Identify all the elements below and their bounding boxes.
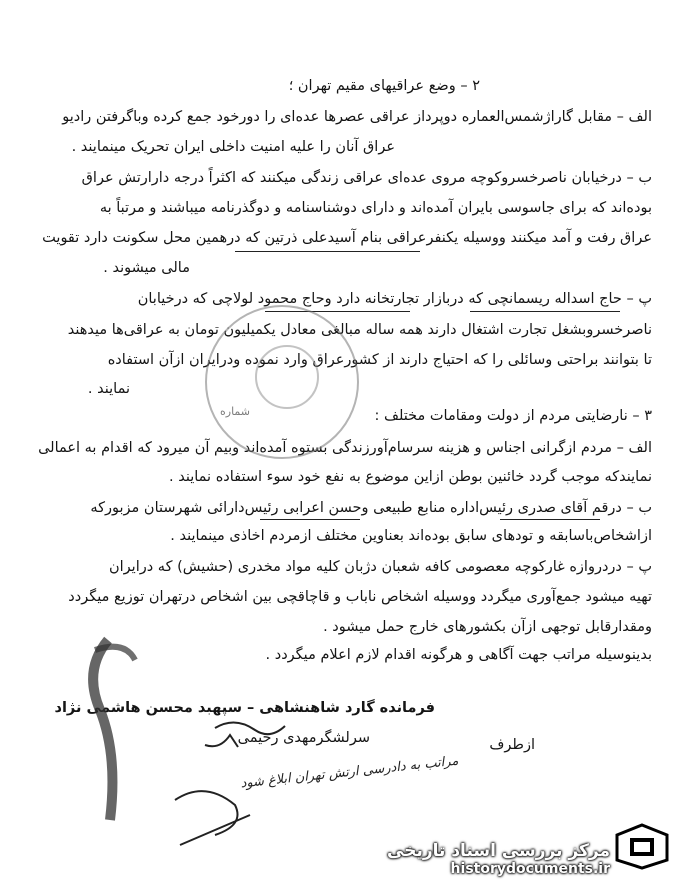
section3-item-b-line2: ازاشخاص‌باسابقه و تودهای سابق بوده‌اند بعناوین مختلف ازمردم اخاذی مینمایند . — [170, 528, 652, 544]
section2-item-a-line1: الف – مقابل گاراژشمس‌العماره دوپرداز عراقی عصرها عده‌ای را دورخود جمع کرده وباگرفتن رادیو — [62, 109, 652, 125]
watermark — [387, 841, 610, 877]
section3-item-p-line3: ومقدارقابل توجهی ازآن بکشورهای خارج حمل میشود . — [323, 619, 652, 635]
section3-item-a-line2: نمایندکه موجب گردد خائنین بوطن ازاین موضوع به نفع خود سوء استفاده نمایند . — [169, 469, 652, 485]
official-seal-center — [255, 345, 319, 409]
underline-sadri — [500, 519, 600, 520]
section3-item-p-line1: پ – دردروازه غارکوچه معصومی کافه شعبان دژبان کلیه مواد مخدری (حشیش) که درایران — [109, 559, 652, 575]
section2-item-b-line2: بوده‌اند که برای جاسوسی بایران آمده‌اند و دارای دوشناسنامه و دوگذرنامه میباشند و مرتباً به — [99, 200, 652, 216]
section3-item-p-line2: تهیه میشود جمع‌آوری میگردد ووسیله اشخاص ناباب و قاچاقچی بین اشخاص درتهران توزیع میگردد — [68, 589, 652, 605]
section2-item-a-line2: عراق آنان را علیه امنیت داخلی ایران تحریک مینمایند . — [71, 139, 395, 155]
underline-sayed-ali — [235, 251, 420, 252]
section2-item-p-line3: تا بتوانند براحتی وسائلی را که احتیاج دارند از کشورعراق وارد نموده ودرایران ازآن استفاده — [107, 352, 652, 368]
archive-logo-icon — [612, 820, 672, 870]
signature-deputy: سرلشگرمهدی رحیمی — [237, 730, 370, 746]
seal-label: شماره — [220, 405, 251, 418]
section3-item-b-line1: ب – درقم آقای صدری رئیس‌اداره منابع طبیعی وحسن اعرابی رئیس‌دارائی شهرستان مزبورکه — [90, 500, 652, 516]
handwritten-note: مراتب به دادرسی ارتش تهران ابلاغ شود — [239, 753, 460, 792]
section2-heading: ۲ – وضع عراقیهای مقیم تهران ؛ — [288, 78, 480, 94]
signature-on-behalf: ازطرف — [489, 737, 535, 753]
section2-item-p-line2: ناصرخسروبشغل تجارت اشتغال دارند همه ساله مبالغی معادل یکمیلیون تومان به عراقی‌ها میدهند — [67, 322, 652, 338]
section2-item-b-line3: عراق رفت و آمد میکنند ووسیله یکنفرعراقی بنام آسیدعلی ذرتین که درهمین محل سکونت دارد تقویت — [42, 230, 652, 246]
signature-commander: فرمانده گارد شاهنشاهی – سپهبد محسن هاشمی نژاد — [54, 700, 435, 716]
section3-item-a-line1: الف – مردم ازگرانی اجناس و هزینه سرسام‌آورزندگی بستوه آمده‌اند وبیم آن میرود که اقدام به اعمالی — [38, 440, 652, 456]
section2-item-p-line4: نمایند . — [87, 381, 130, 397]
watermark-url: historydocuments.ir — [450, 861, 610, 877]
closing-line: بدینوسیله مراتب جهت آگاهی و هرگونه اقدام لازم اعلام میگردد . — [265, 647, 652, 663]
section2-item-p-line1: پ – حاج اسداله ریسمانچی که دربازار تجارتخانه دارد وحاج محمود لولاچی که درخیابان — [137, 291, 652, 307]
section3-heading: ۳ – نارضایتی مردم از دولت ومقامات مختلف : — [374, 408, 652, 424]
watermark-title: مرکز بررسی اسناد تاریخی — [387, 841, 610, 861]
section2-item-b-line4: مالی میشوند . — [103, 260, 190, 276]
section2-item-b-line1: ب – درخیابان ناصرخسروکوچه مروی عده‌ای عراقی زندگی میکنند که اکثراً درجه دارارتش عراق — [81, 170, 652, 186]
underline-asadollah — [470, 311, 620, 312]
underline-aarabi — [260, 519, 360, 520]
